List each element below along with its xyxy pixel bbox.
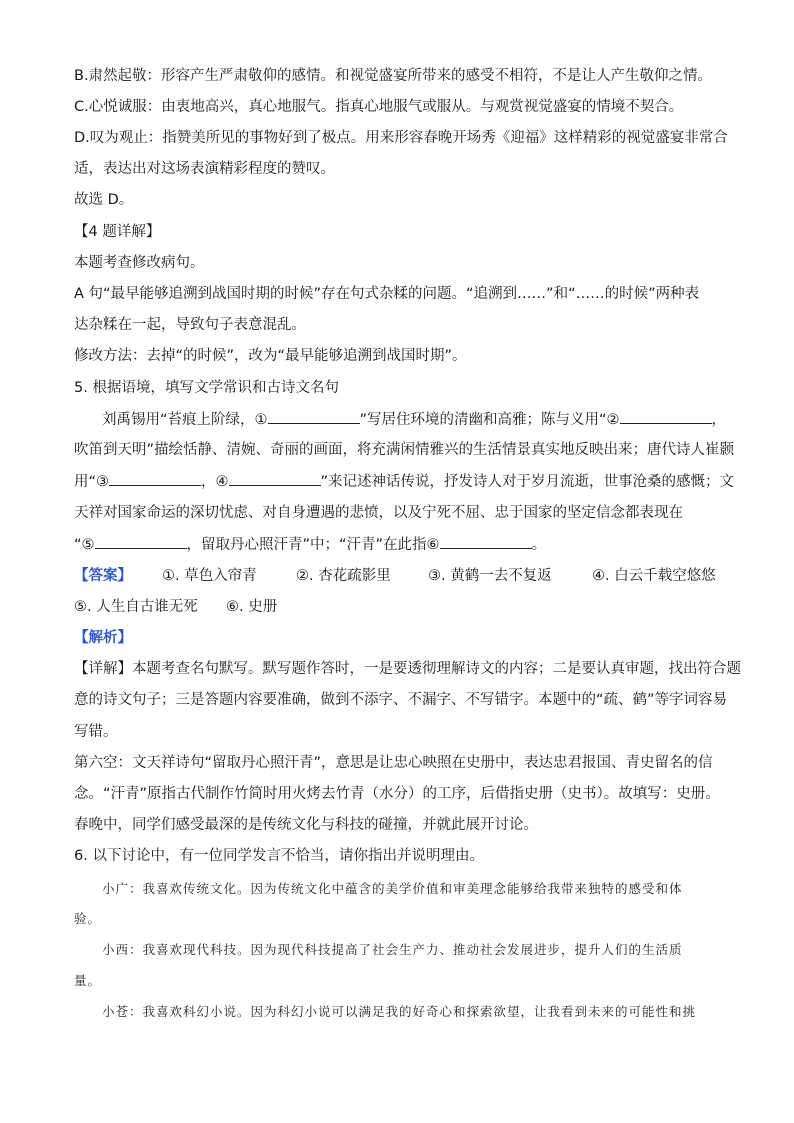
text-line: D.叹为观止：指赞美所见的事物好到了极点。用来形容春晚开场秀《迎福》这样精彩的视觉盛宴非常合 xyxy=(74,130,728,146)
discussion-line: 小西：我喜欢现代科技。因为现代科技提高了社会生产力、推动社会发展进步，提升人们的生活质 xyxy=(102,942,683,957)
blank-4 xyxy=(229,471,321,486)
answer-item: ③. 黄鹤一去不复返 xyxy=(428,568,552,584)
fill-line: 天祥对国家命运的深切忧虑、对自身遭遇的悲愤，以及宁死不屈、忠于国家的坚定信念都表现在 xyxy=(74,505,683,521)
fill-line xyxy=(74,534,546,555)
analysis-label: 【解析】 xyxy=(74,630,132,646)
fill-text: ， xyxy=(711,412,727,428)
text-line: 写错。 xyxy=(74,724,118,740)
fill-text: ”写居住环境的清幽和高雅；陈与义用“② xyxy=(359,412,620,428)
question-title: 6. 以下讨论中，有一位同学发言不恰当，请你指出并说明理由。 xyxy=(74,848,484,864)
discussion-line: 量。 xyxy=(74,973,102,988)
blank-3 xyxy=(109,471,201,486)
text-line: C.心悦诚服：由衷地高兴，真心地服气。指真心地服气或服从。与观赏视觉盛宴的情境不契合。 xyxy=(74,99,684,115)
text-line: B.肃然起敬：形容产生严肃敬仰的感情。和视觉盛宴所带来的感受不相符，不是让人产生敬仰之情。 xyxy=(74,68,713,84)
fill-text: ，④ xyxy=(201,474,229,490)
fill-text: 。 xyxy=(531,537,547,553)
text-line: 达杂糅在一起，导致句子表意混乱。 xyxy=(74,317,306,333)
answer-item: ④. 白云千载空悠悠 xyxy=(592,568,716,584)
fill-text: ”来记述神话传说，抒发诗人对于岁月流逝，世事沧桑的感慨；文 xyxy=(320,474,735,490)
question-title: 5. 根据语境，填写文学常识和古诗文名句 xyxy=(74,380,339,396)
discussion-line: 小苍：我喜欢科幻小说。因为科幻小说可以满足我的好奇心和探索欲望，让我看到未来的可能性和挑 xyxy=(102,1004,697,1019)
fill-text: “⑤ xyxy=(74,537,95,553)
blank-5 xyxy=(95,534,187,549)
fill-line: 吹笛到天明”描绘恬静、清婉、奇丽的画面，将充满闲情雅兴的生活情景真实地反映出来；唐代诗人崔颢 xyxy=(74,442,735,458)
text-line: 适，表达出对这场表演精彩程度的赞叹。 xyxy=(74,161,335,177)
text-line: 意的诗文句子；三是答题内容要准确，做到不添字、不漏字、不写错字。本题中的“疏、鹤”等字词容易 xyxy=(74,692,728,708)
discussion-line: 小广：我喜欢传统文化。因为传统文化中蕴含的美学价值和审美理念能够给我带来独特的感受和体 xyxy=(102,881,683,896)
discussion-line: 验。 xyxy=(74,911,102,926)
fill-text: ，留取丹心照汗青”中；“汗青”在此指⑥ xyxy=(186,537,440,553)
answer-item: ⑥. 史册 xyxy=(226,599,278,615)
text-line: 念。“汗青”原指古代制作竹简时用火烤去竹青（水分）的工序，后借指史册（史书）。故填写：史册。 xyxy=(74,786,720,802)
answer-item: ⑤. 人生自古谁无死 xyxy=(74,599,198,615)
fill-line xyxy=(74,471,734,492)
fill-text: 用“③ xyxy=(74,474,110,490)
section-heading: 【4 题详解】 xyxy=(74,224,161,240)
answer-label: 【答案】 xyxy=(74,568,132,584)
text-line: 【详解】本题考查名句默写。默写题作答时，一是要透彻理解诗文的内容；二是要认真审题，找出符合题 xyxy=(74,661,741,677)
text-line: 春晚中，同学们感受最深的是传统文化与科技的碰撞，并就此展开讨论。 xyxy=(74,817,538,833)
text-line: 故选 D。 xyxy=(74,192,134,208)
text-line: 第六空：文天祥诗句“留取丹心照汗青”，意思是让忠心映照在史册中，表达忠君报国、青史留名的信 xyxy=(74,755,713,771)
blank-1 xyxy=(268,409,360,424)
text-line: 本题考查修改病句。 xyxy=(74,255,205,271)
blank-2 xyxy=(620,409,712,424)
fill-line xyxy=(102,409,726,430)
text-line: A 句“最早能够追溯到战国时期的时候”存在句式杂糅的问题。“追溯到……”和“……的时候”两种表 xyxy=(74,286,700,302)
fill-text: 刘禹锡用“苔痕上阶绿，① xyxy=(102,412,268,428)
blank-6 xyxy=(440,534,532,549)
text-line: 修改方法：去掉“的时候”，改为“最早能够追溯到战国时期”。 xyxy=(74,348,467,364)
answer-item: ②. 杏花疏影里 xyxy=(296,568,391,584)
answer-item: ①. 草色入帘青 xyxy=(162,568,257,584)
